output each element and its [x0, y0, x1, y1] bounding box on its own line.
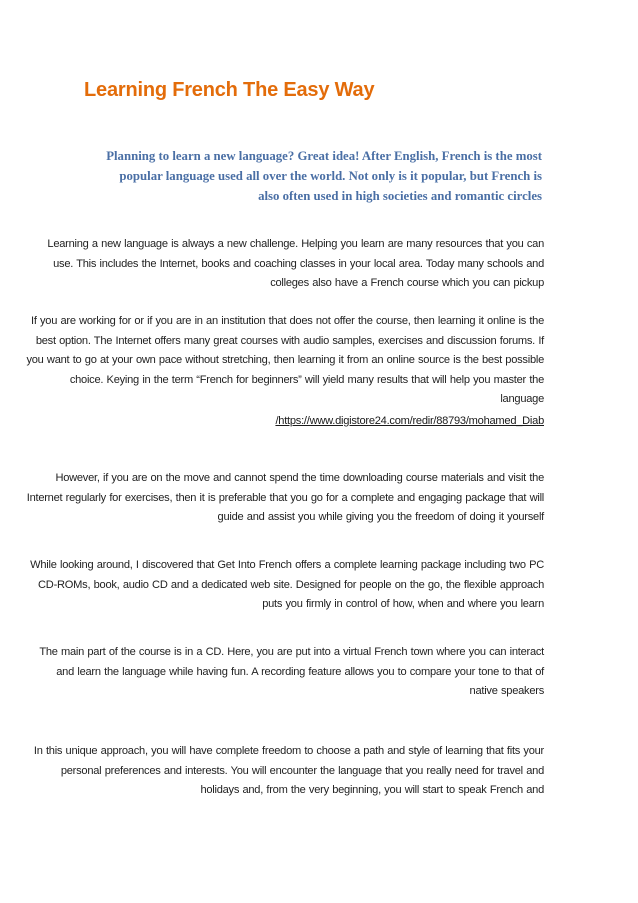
body-paragraph-2: If you are working for or if you are in an institution that does not offer the course, then learning it online is the best option. The Internet offers many great courses with audio samples, exercises and discussion forums. If you want to go at your own pace without stretching, then learning it from an online source is the best possible choice. Keying in the term “French for beginners” will yield many results that will help you master the language [26, 315, 544, 406]
body-paragraph-4: While looking around, I discovered that Get Into French offers a complete learning package including two PC CD-ROMs, book, audio CD and a dedicated web site. Designed for people on the go, the flexible approach puts you firmly in control of how, when and where you learn [30, 559, 544, 611]
body-paragraph-6: In this unique approach, you will have complete freedom to choose a path and style of learning that fits your personal preferences and interests. You will encounter the language that you really need for travel and holidays and, from the very beginning, you will start to speak French and [33, 745, 544, 797]
link-line [26, 412, 544, 432]
affiliate-link[interactable]: /https://www.digistore24.com/redir/88793/mohamed_Diab [275, 415, 544, 427]
intro-paragraph: Planning to learn a new language? Great idea! After English, French is the most popular language used all over the world. Not only is it popular, but French is also often used in high societies and romantic circles [106, 149, 542, 204]
body-paragraph-3: However, if you are on the move and cannot spend the time downloading course materials and visit the Internet regularly for exercises, then it is preferable that you go for a complete and engaging package that will guide and assist you while giving you the freedom of doing it yourself [26, 472, 544, 524]
body-paragraph-1: Learning a new language is always a new challenge. Helping you learn are many resources that you can use. This includes the Internet, books and coaching classes in your local area. Today many schools and colleges also have a French course which you can pickup [47, 238, 544, 290]
body-paragraph-5: The main part of the course is in a CD. Here, you are put into a virtual French town where you can interact and learn the language while having fun. A recording feature allows you to compare your tone to that of native speakers [39, 646, 544, 698]
document-title: Learning French The Easy Way [84, 79, 375, 101]
